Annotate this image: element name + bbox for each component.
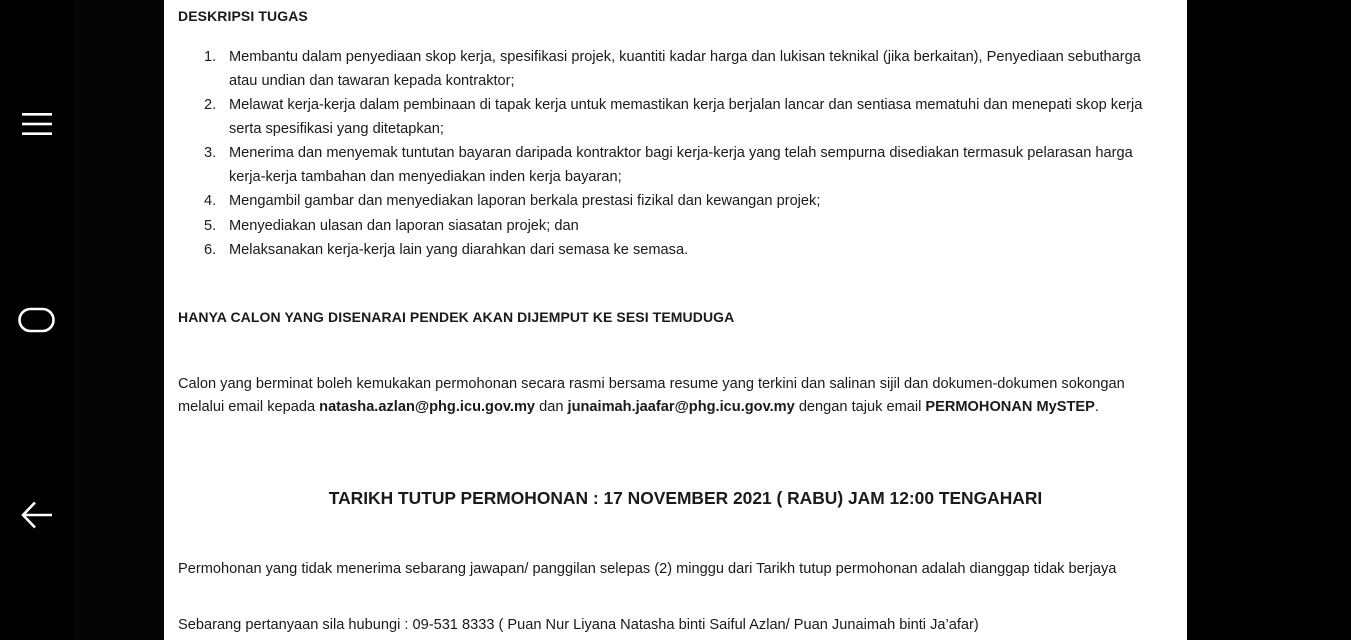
list-item: 4. Mengambil gambar dan menyediakan laporan berkala prestasi fizikal dan kewangan projek; — [204, 193, 821, 209]
home-button[interactable] — [14, 300, 60, 340]
list-item: 6. Melaksanakan kerja-kerja lain yang diarahkan dari semasa ke semasa. — [204, 242, 689, 258]
email-subject: PERMOHONAN MySTEP — [925, 398, 1095, 415]
shortlist-notice-heading: HANYA CALON YANG DISENARAI PENDEK AKAN DIJEMPUT KE SESI TEMUDUGA — [178, 309, 735, 325]
contact-info: Sebarang pertanyaan sila hubungi : 09-531 8333 ( Puan Nur Liyana Natasha binti Saiful Azlan/ Puan Junaimah binti Ja’afar) — [178, 617, 979, 633]
right-margin — [1187, 0, 1351, 640]
recent-apps-button[interactable] — [14, 104, 60, 144]
back-arrow-icon — [19, 499, 55, 531]
email-link-junaimah[interactable]: junaimah.jaafar@phg.icu.gov.my — [567, 398, 795, 415]
list-item: 2. Melawat kerja-kerja dalam pembinaan di tapak kerja untuk memastikan kerja berjalan lancar dan sentiasa mematuhi dan menepati skop kerja serta spesifikasi yang ditetapkan; — [204, 97, 1143, 137]
list-item: 3. Menerima dan menyemak tuntutan bayaran daripada kontraktor bagi kerja-kerja yang telah sempurna disediakan termasuk pelarasan harga kerja-kerja tambahan dan menyediakan inden kerja bayaran; — [204, 145, 1133, 185]
closing-date-notice: TARIKH TUTUP PERMOHONAN : 17 NOVEMBER 2021 ( RABU) JAM 12:00 TENGAHARI — [328, 488, 1043, 508]
email-link-natasha[interactable]: natasha.azlan@phg.icu.gov.my — [319, 398, 536, 415]
task-description-heading: DESKRIPSI TUGAS — [178, 8, 308, 24]
system-navigation-bar — [0, 0, 74, 640]
result-notice: Permohonan yang tidak menerima sebarang jawapan/ panggilan selepas (2) minggu dari Tarikh tutup permohonan adalah dianggap tidak berjaya — [178, 561, 1117, 577]
hamburger-menu-icon — [20, 111, 54, 137]
back-button[interactable] — [14, 495, 60, 535]
left-margin — [74, 0, 164, 640]
list-item: 1. Membantu dalam penyediaan skop kerja, spesifikasi projek, kuantiti kadar harga dan lukisan teknikal (jika berkaitan), Penyediaan sebutharga atau undian dan tawaran kepada kontraktor; — [204, 49, 1141, 89]
task-list — [178, 46, 1168, 264]
document-page[interactable] — [164, 0, 1187, 640]
home-pill-icon — [17, 305, 57, 335]
list-item: 5. Menyediakan ulasan dan laporan siasatan projek; dan — [204, 217, 579, 234]
application-instructions: Calon yang berminat boleh kemukakan permohonan secara rasmi bersama resume yang terkini dan salinan sijil dan dokumen-dokumen sokongan melalui email kepada natasha.azlan@phg.icu.gov.my dan junaimah.jaafar@phg.icu.gov.my dengan tajuk email PERMOHONAN MySTEP. — [178, 376, 1125, 415]
